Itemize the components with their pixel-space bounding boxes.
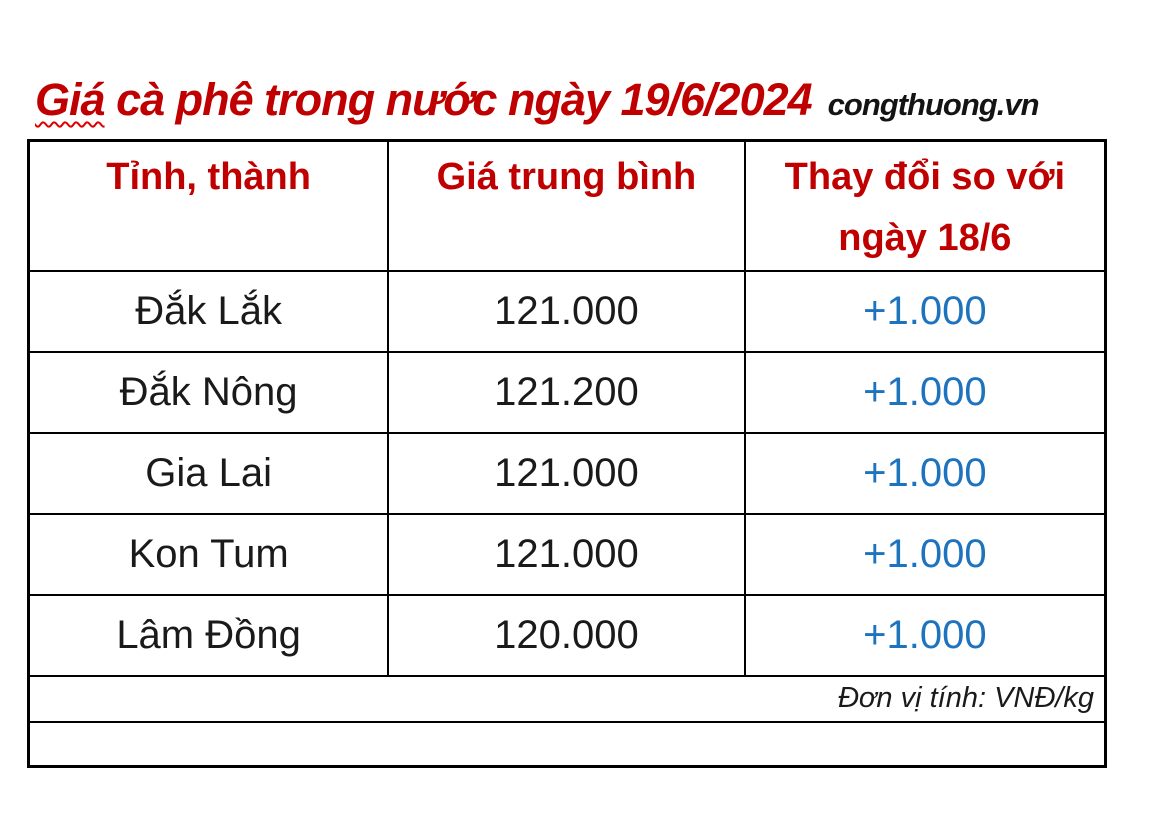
province-cell: Đắk Nông [29, 352, 389, 433]
header-row [29, 141, 1106, 271]
avg-price-cell: 120.000 [388, 595, 744, 676]
table-row [29, 514, 1106, 595]
unit-note-row [29, 676, 1106, 722]
title-flagged-word: Giá [35, 74, 105, 125]
table-row [29, 595, 1106, 676]
empty-row [29, 722, 1106, 767]
change-cell: +1.000 [745, 433, 1106, 514]
page-title [35, 74, 1039, 126]
title-rest: cà phê trong nước ngày 19/6/2024 [116, 74, 812, 125]
province-cell: Gia Lai [29, 433, 389, 514]
col-header-province: Tỉnh, thành [29, 141, 389, 271]
col-header-avg-price: Giá trung bình [388, 141, 744, 271]
table-row [29, 433, 1106, 514]
price-table-header [29, 141, 1106, 271]
unit-note: Đơn vị tính: VNĐ/kg [29, 676, 1106, 722]
col-header-change: Thay đổi so với ngày 18/6 [745, 141, 1106, 271]
title-text [35, 74, 812, 126]
province-cell: Kon Tum [29, 514, 389, 595]
table-row [29, 271, 1106, 352]
avg-price-cell: 121.000 [388, 271, 744, 352]
change-cell: +1.000 [745, 352, 1106, 433]
empty-cell [29, 722, 1106, 767]
avg-price-cell: 121.000 [388, 514, 744, 595]
avg-price-cell: 121.200 [388, 352, 744, 433]
avg-price-cell: 121.000 [388, 433, 744, 514]
brand-logo: congthuong.vn [827, 87, 1039, 122]
change-cell: +1.000 [745, 514, 1106, 595]
change-cell: +1.000 [745, 271, 1106, 352]
table-row [29, 352, 1106, 433]
province-cell: Lâm Đồng [29, 595, 389, 676]
price-table [27, 139, 1107, 768]
price-table-footer [29, 676, 1106, 767]
change-cell: +1.000 [745, 595, 1106, 676]
price-table-body [29, 271, 1106, 676]
province-cell: Đắk Lắk [29, 271, 389, 352]
